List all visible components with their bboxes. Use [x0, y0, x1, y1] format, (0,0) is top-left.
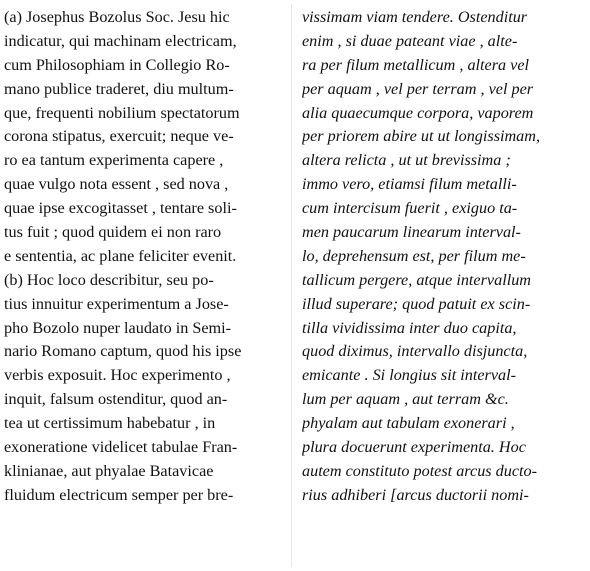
left-line: pho Bozolo nuper laudato in Semi- — [4, 318, 232, 337]
right-line: tallicum pergere, atque intervallum — [302, 270, 531, 289]
right-line: altera relicta , ut ut brevissima ; — [302, 151, 511, 170]
left-line: indicatur, qui machinam electricam, — [4, 31, 237, 50]
right-line: plura docuerunt experimenta. Hoc — [302, 438, 526, 457]
left-line: ro ea tantum experimenta capere , — [4, 151, 224, 170]
left-line: inquit, falsum ostenditur, quod an- — [4, 390, 228, 409]
right-line: lo, deprehensum est, per filum me- — [302, 246, 526, 265]
left-line: quae ipse excogitasset , tentare soli- — [4, 199, 237, 218]
right-line: men paucarum linearum interval- — [302, 223, 521, 242]
left-line: quae vulgo nota essent , sed nova , — [4, 175, 229, 194]
right-text-column — [302, 6, 586, 508]
right-line: per aquam , vel per terram , vel per — [302, 79, 534, 98]
left-line: (b) Hoc loco describitur, seu po- — [4, 270, 214, 289]
left-line: e sententia, ac plane feliciter evenit. — [4, 246, 237, 265]
right-line: enim , si duae pateant viae , alte- — [302, 31, 518, 50]
right-line: ra per filum metallicum , altera vel — [302, 55, 530, 74]
right-line: phyalam aut tabulam exonerari , — [302, 414, 515, 433]
right-line: rius adhiberi [arcus ductorii nomi- — [302, 485, 529, 504]
left-text-column — [4, 6, 286, 508]
right-line: per priorem abire ut ut longissimam, — [302, 127, 541, 146]
right-line: alia quaecumque corpora, vaporem — [302, 103, 534, 122]
left-line: klinianae, aut phyalae Batavicae — [4, 461, 214, 480]
right-line: autem constituto potest arcus ducto- — [302, 461, 537, 480]
left-line: mano publice traderet, diu multum- — [4, 79, 234, 98]
left-line: tius innuitur experimentum a Jose- — [4, 294, 229, 313]
left-line: nario Romano captum, quod his ipse — [4, 342, 242, 361]
column-divider — [291, 4, 292, 567]
right-line: emicante . Si longius sit interval- — [302, 366, 517, 385]
right-line: cum intercisum fuerit , exiguo ta- — [302, 199, 518, 218]
right-line: vissimam viam tendere. Ostenditur — [302, 8, 528, 26]
left-line: cum Philosophiam in Collegio Ro- — [4, 55, 230, 74]
left-line: tus fuit ; quod quidem ei non raro — [4, 223, 222, 242]
right-line: quod diximus, intervallo disjuncta, — [302, 342, 528, 361]
left-line: exoneratione videlicet tabulae Fran- — [4, 438, 238, 457]
left-line: corona stipatus, exercuit; neque ve- — [4, 127, 234, 146]
right-line: tilla vividissima inter duo capita, — [302, 318, 517, 337]
left-line: verbis exposuit. Hoc experimento , — [4, 366, 231, 385]
left-line: fluidum electricum semper per bre- — [4, 485, 234, 504]
left-line: que, frequenti nobilium spectatorum — [4, 103, 240, 122]
right-line: immo vero, etiamsi filum metalli- — [302, 175, 517, 194]
left-line: tea ut certissimum habebatur , in — [4, 414, 216, 433]
left-line: (a) Josephus Bozolus Soc. Jesu hic — [4, 8, 230, 26]
right-line: illud superare; quod patuit ex scin- — [302, 294, 531, 313]
right-line: lum per aquam , aut terram &c. — [302, 390, 509, 409]
